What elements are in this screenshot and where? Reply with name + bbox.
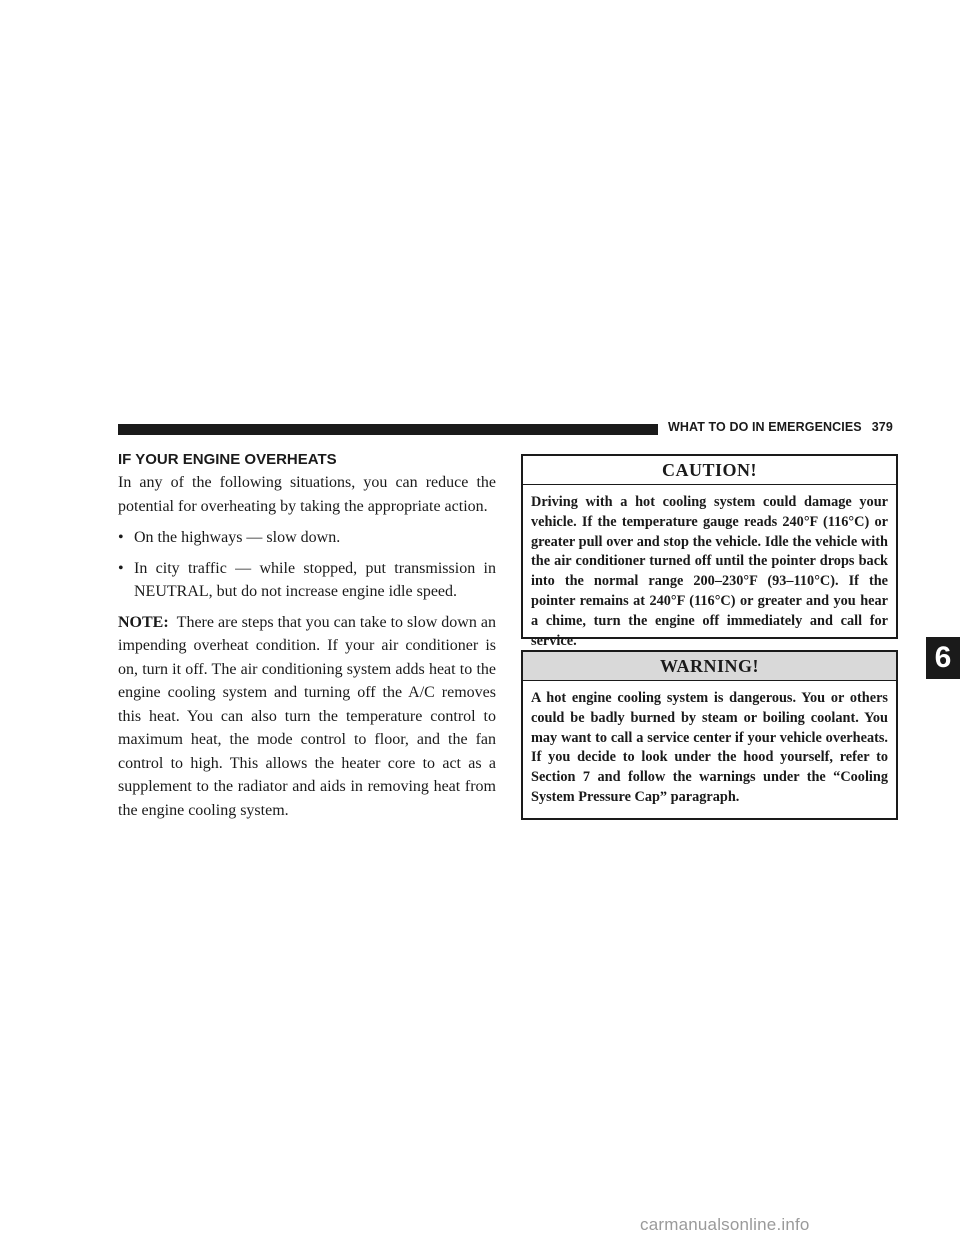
running-header bbox=[668, 420, 893, 434]
warning-box bbox=[521, 650, 898, 820]
note-label: NOTE: bbox=[118, 613, 169, 631]
note-paragraph bbox=[118, 611, 496, 823]
watermark: carmanualsonline.info bbox=[640, 1215, 810, 1234]
bullet-list bbox=[118, 526, 496, 604]
bullet-icon: • bbox=[118, 529, 124, 546]
caution-box bbox=[521, 454, 898, 649]
page-number: 379 bbox=[871, 420, 893, 434]
bullet-icon: • bbox=[118, 559, 124, 577]
bullet-text: In city traffic — while stopped, put transmission in NEUTRAL, but do not increase engine idle speed. bbox=[134, 559, 496, 600]
caution-text: Driving with a hot cooling system could damage your vehicle. If the temperature gauge reads 240°F (116°C) or greater pull over and stop the vehicle. Idle the vehicle with the air conditioner turned off until the pointer drops back into the normal range 200–230°F (93–110°C). If the pointer remains at 240°F (116°C) or greater and you hear a chime, turn the engine off immediately and call for service. bbox=[531, 494, 888, 649]
list-item bbox=[118, 526, 496, 550]
bullet-text: On the highways — slow down. bbox=[134, 529, 341, 546]
header-title: WHAT TO DO IN EMERGENCIES bbox=[668, 420, 862, 434]
note-text: There are steps that you can take to slow down an impending overheat condition. If your air conditioner is on, turn it off. The air conditioning system adds heat to the engine cooling system and turning off the A/C removes this heat. You can also turn the temperature control to maximum heat, the mode control to floor, and the fan control to high. This allows the heater core to act as a supplement to the radiator and aids in removing heat from the engine cooling system. bbox=[118, 613, 496, 819]
list-item bbox=[118, 557, 496, 604]
intro-paragraph: In any of the following situations, you can reduce the potential for overheating by taking the appropriate action. bbox=[118, 474, 496, 515]
chapter-tab: 6 bbox=[926, 637, 960, 679]
warning-text: A hot engine cooling system is dangerous. You or others could be badly burned by steam or boiling coolant. You may want to call a service center if your vehicle overheats. If you decide to look under the hood yourself, refer to Section 7 and follow the warnings under the “Cooling System Pressure Cap” paragraph. bbox=[531, 690, 888, 805]
caution-title: CAUTION! bbox=[523, 456, 896, 485]
header-rule bbox=[118, 424, 658, 435]
warning-title: WARNING! bbox=[523, 652, 896, 681]
overheat-section bbox=[118, 451, 496, 822]
section-heading: IF YOUR ENGINE OVERHEATS bbox=[118, 451, 337, 468]
